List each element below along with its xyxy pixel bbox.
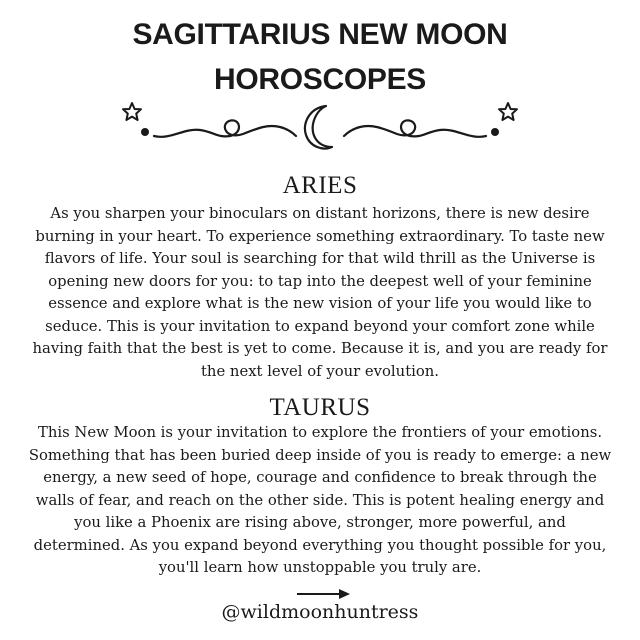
dot-icon bbox=[141, 128, 149, 136]
moon-ornament bbox=[118, 92, 522, 162]
dot-icon bbox=[491, 128, 499, 136]
star-icon bbox=[123, 103, 141, 120]
title-line-2: HOROSCOPES bbox=[213, 63, 427, 96]
taurus-heading: TAURUS bbox=[269, 394, 371, 421]
crescent-moon-icon bbox=[305, 106, 332, 149]
page-title bbox=[0, 12, 640, 102]
star-icon bbox=[499, 103, 517, 120]
instagram-handle: @wildmoonhuntress bbox=[221, 601, 419, 623]
taurus-text: This New Moon is your invitation to explore the frontiers of your emotions. Something that has been buried deep inside of you is ready to emerge: a new energy, a new seed of hope, courage and confidence to break through the walls of fear, and reach on the other side. This is potent healing energy and you like a Phoenix are rising above, stronger, more powerful, and determined. As you expand beyond everything you thought possible for you, you'll learn how unstoppable you truly are. bbox=[28, 424, 612, 576]
swirl-icon bbox=[154, 120, 486, 136]
aries-heading: ARIES bbox=[282, 172, 358, 199]
aries-text: As you sharpen your binoculars on distant horizons, there is new desire burning in your heart. To experience something extraordinary. To taste new flavors of life. Your soul is searching for that wild thrill as the Universe is opening new doors for you: to tap into the deepest well of your feminine essence and explore what is the new vision of your life you would like to seduce. This is your invitation to expand beyond your comfort zone while having faith that the best is yet to come. Because it is, and you are ready for the next level of your evolution. bbox=[32, 205, 608, 380]
title-line-1: SAGITTARIUS NEW MOON bbox=[132, 18, 508, 51]
